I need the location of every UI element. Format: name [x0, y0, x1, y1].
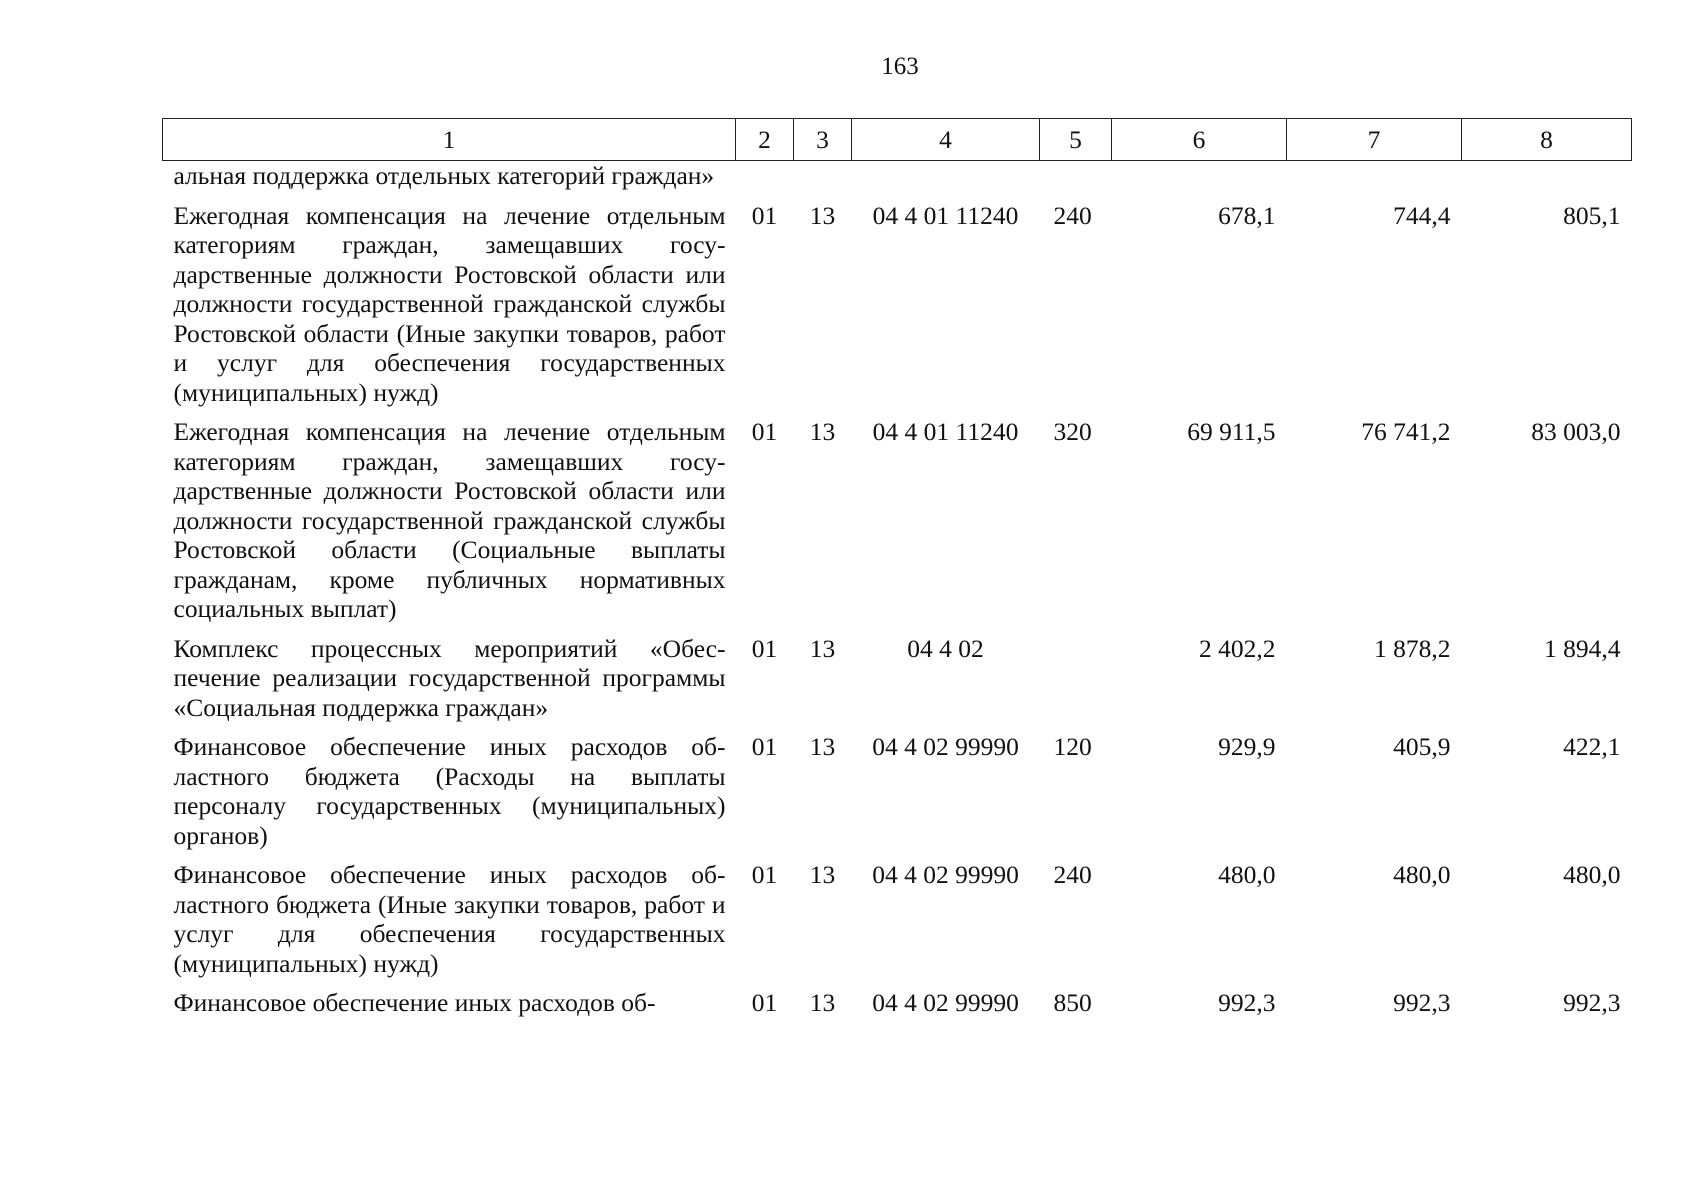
section-code: 01 [751, 732, 778, 761]
page-number: 163 [881, 53, 919, 80]
row-description: Ежегодная компенсация на лечение отдельным категориям граждан, замещавших государственные должности Ростовской области или должности государственной гражданской службы Ростовской области (Иные закупки товаров, работ и услуг для обеспечения государственных (муниципальных) нужд) [173, 200, 726, 407]
target-article-code: 04 4 01 11240 [872, 200, 1019, 230]
amount-year-3: 805,1 [1563, 200, 1621, 230]
amount-year-3: 480,0 [1563, 860, 1621, 889]
target-article-code: 04 4 01 11240 [872, 417, 1019, 446]
table-header-row [163, 119, 1632, 161]
subsection-code: 13 [809, 988, 836, 1017]
target-article-code [852, 161, 1040, 191]
row-description: Финансовое обеспечение иных расходов областного бюджета (Иные закупки товаров, работ и услуг для обеспечения государственных (муниципальных) нужд) [173, 860, 726, 978]
table-row [163, 161, 1632, 191]
table-row [163, 407, 1632, 624]
amount-year-3: 422,1 [1563, 732, 1621, 761]
amount-year-1 [1112, 161, 1287, 191]
expense-type-code: 240 [1053, 200, 1092, 230]
table-row [163, 624, 1632, 723]
table-row [163, 722, 1632, 850]
subsection-code: 13 [809, 417, 836, 446]
target-article-code: 04 4 02 [907, 633, 984, 663]
expense-type-code [1040, 161, 1112, 191]
column-header: 2 [736, 119, 794, 161]
target-article-code: 04 4 02 99990 [872, 732, 1019, 761]
column-header: 7 [1287, 119, 1462, 161]
column-header: 4 [852, 119, 1040, 161]
subsection-code: 13 [809, 860, 836, 889]
amount-year-1: 678,1 [1218, 200, 1276, 230]
budget-table [162, 118, 1632, 1018]
column-header: 3 [794, 119, 852, 161]
section-code: 01 [751, 988, 778, 1017]
amount-year-2: 405,9 [1393, 732, 1451, 761]
amount-year-1: 992,3 [1218, 988, 1276, 1017]
row-description: альная поддержка отдельных категорий граждан» [173, 161, 715, 190]
expense-type-code: 320 [1053, 417, 1092, 446]
amount-year-3 [1462, 161, 1632, 191]
row-description: Финансовое обеспечение иных расходов об- [173, 988, 656, 1017]
expense-type-code: 120 [1053, 732, 1092, 761]
row-description: Финансовое обеспечение иных расходов областного бюджета (Расходы на выплаты персоналу государственных (муниципальных) органов) [173, 732, 726, 850]
column-header: 5 [1040, 119, 1112, 161]
amount-year-3: 1 894,4 [1544, 633, 1621, 663]
subsection-code: 13 [809, 633, 836, 663]
column-header: 1 [163, 119, 736, 161]
target-article-code: 04 4 02 99990 [872, 988, 1019, 1017]
amount-year-1: 929,9 [1218, 732, 1276, 761]
amount-year-1: 480,0 [1218, 860, 1276, 889]
expense-type-code: 850 [1053, 988, 1092, 1017]
amount-year-3: 83 003,0 [1531, 417, 1621, 446]
table-row [163, 191, 1632, 408]
section-code [736, 161, 794, 191]
subsection-code: 13 [809, 200, 836, 230]
table-row [163, 850, 1632, 978]
amount-year-3: 992,3 [1563, 988, 1621, 1017]
amount-year-2 [1287, 161, 1462, 191]
subsection-code: 13 [809, 732, 836, 761]
amount-year-1: 69 911,5 [1187, 417, 1276, 446]
row-description: Комплекс процессных мероприятий «Обеспечение реализации государственной программы «Социальная поддержка граждан» [173, 633, 726, 722]
column-header: 6 [1112, 119, 1287, 161]
column-header: 8 [1462, 119, 1632, 161]
section-code: 01 [751, 860, 778, 889]
subsection-code [794, 161, 852, 191]
table-row [163, 978, 1632, 1018]
amount-year-2: 76 741,2 [1361, 417, 1451, 446]
section-code: 01 [751, 417, 778, 446]
amount-year-2: 992,3 [1393, 988, 1451, 1017]
amount-year-1: 2 402,2 [1199, 633, 1276, 663]
target-article-code: 04 4 02 99990 [872, 860, 1019, 889]
row-description: Ежегодная компенсация на лечение отдельным категориям граждан, замещавших государственные должности Ростовской области или должности государственной гражданской службы Ростовской области (Социальные выплаты гражданам, кроме публичных нормативных социальных выплат) [173, 417, 726, 623]
section-code: 01 [751, 633, 778, 663]
expense-type-code [1040, 624, 1112, 723]
amount-year-2: 744,4 [1393, 200, 1451, 230]
section-code: 01 [751, 200, 778, 230]
amount-year-2: 1 878,2 [1374, 633, 1451, 663]
expense-type-code: 240 [1053, 860, 1092, 889]
amount-year-2: 480,0 [1393, 860, 1451, 889]
